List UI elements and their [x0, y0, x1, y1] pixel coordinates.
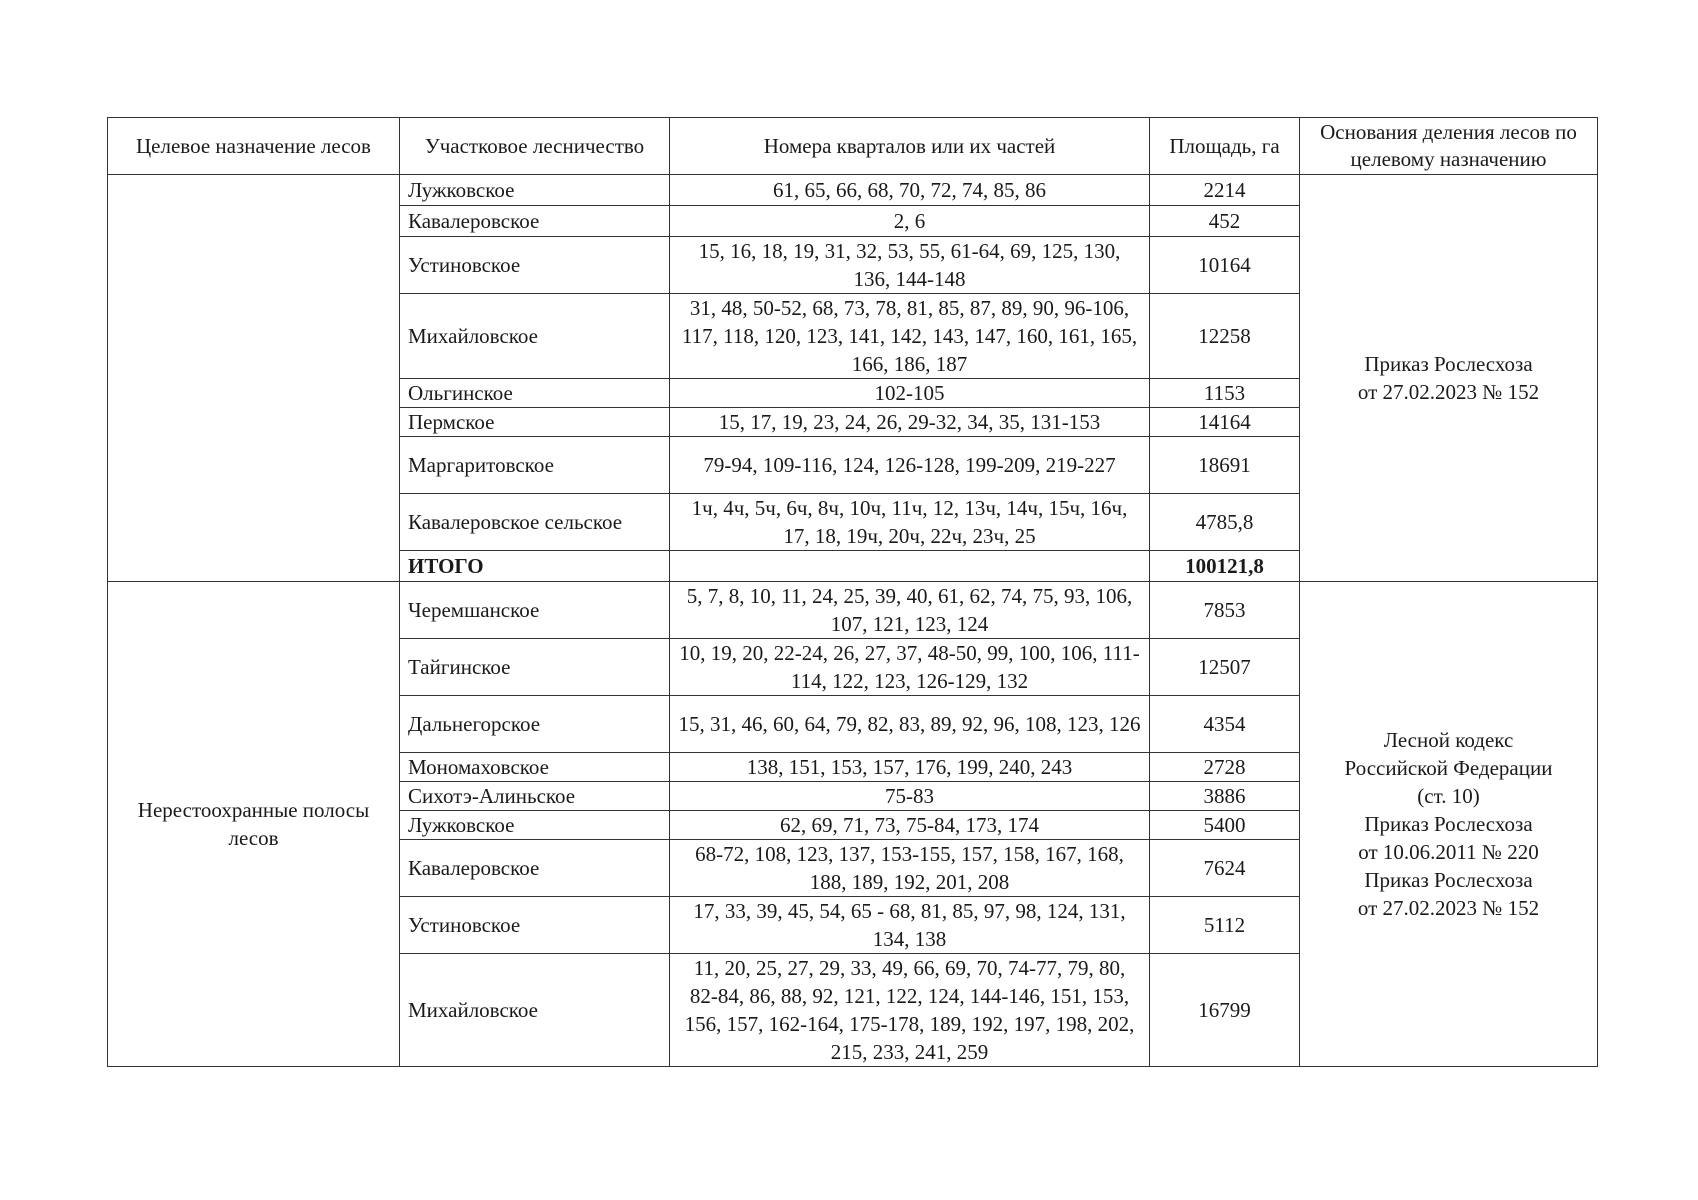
quarters-cell: 11, 20, 25, 27, 29, 33, 49, 66, 69, 70, 74-77, 79, 80, 82-84, 86, 88, 92, 121, 122, 124, 144-146, 151, 153, 156, 157, 162-164, 175-178, 189, 192, 197, 198, 202, 215, 233, 241, 259 — [670, 954, 1150, 1067]
quarters-cell: 5, 7, 8, 10, 11, 24, 25, 39, 40, 61, 62, 74, 75, 93, 106, 107, 121, 123, 124 — [670, 582, 1150, 639]
district-cell: Кавалеровское сельское — [400, 494, 670, 551]
quarters-cell: 2, 6 — [670, 206, 1150, 237]
district-cell: Мономаховское — [400, 753, 670, 782]
district-cell: Михайловское — [400, 294, 670, 379]
quarters-cell: 61, 65, 66, 68, 70, 72, 74, 85, 86 — [670, 175, 1150, 206]
area-cell: 12258 — [1150, 294, 1300, 379]
district-cell: Сихотэ-Алиньское — [400, 782, 670, 811]
header-basis: Основания деления лесов по целевому назначению — [1300, 118, 1598, 175]
header-quarters: Номера кварталов или их частей — [670, 118, 1150, 175]
basis-line: от 27.02.2023 № 152 — [1357, 380, 1540, 404]
area-cell: 7853 — [1150, 582, 1300, 639]
quarters-cell: 62, 69, 71, 73, 75-84, 173, 174 — [670, 811, 1150, 840]
area-cell: 2214 — [1150, 175, 1300, 206]
table-row — [108, 175, 1598, 206]
district-cell: Устиновское — [400, 237, 670, 294]
area-cell: 5112 — [1150, 897, 1300, 954]
area-cell: 10164 — [1150, 237, 1300, 294]
quarters-cell: 15, 16, 18, 19, 31, 32, 53, 55, 61-64, 69, 125, 130, 136, 144-148 — [670, 237, 1150, 294]
total-quarters — [670, 551, 1150, 582]
header-purpose: Целевое назначение лесов — [108, 118, 400, 175]
basis-cell-group1 — [1300, 175, 1598, 582]
district-cell: Устиновское — [400, 897, 670, 954]
district-cell: Лужковское — [400, 811, 670, 840]
basis-cell-group2 — [1300, 582, 1598, 1067]
quarters-cell: 79-94, 109-116, 124, 126-128, 199-209, 219-227 — [670, 437, 1150, 494]
basis-line: Российской Федерации — [1344, 756, 1553, 780]
table-row — [108, 582, 1598, 639]
district-cell: Ольгинское — [400, 379, 670, 408]
forest-division-table — [107, 117, 1598, 1067]
quarters-cell: 17, 33, 39, 45, 54, 65 - 68, 81, 85, 97, 98, 124, 131, 134, 138 — [670, 897, 1150, 954]
district-cell: Кавалеровское — [400, 840, 670, 897]
basis-line: Приказ Рослесхоза — [1364, 868, 1533, 892]
quarters-cell: 15, 17, 19, 23, 24, 26, 29-32, 34, 35, 131-153 — [670, 408, 1150, 437]
quarters-cell: 68-72, 108, 123, 137, 153-155, 157, 158, 167, 168, 188, 189, 192, 201, 208 — [670, 840, 1150, 897]
district-cell: Пермское — [400, 408, 670, 437]
quarters-cell: 31, 48, 50-52, 68, 73, 78, 81, 85, 87, 89, 90, 96-106, 117, 118, 120, 123, 141, 142, 143, 147, 160, 161, 165, 166, 186, 187 — [670, 294, 1150, 379]
basis-line: от 10.06.2011 № 220 — [1358, 840, 1539, 864]
area-cell: 7624 — [1150, 840, 1300, 897]
total-label: ИТОГО — [400, 551, 670, 582]
district-cell: Маргаритовское — [400, 437, 670, 494]
area-cell: 452 — [1150, 206, 1300, 237]
header-row — [108, 118, 1598, 175]
area-cell: 4354 — [1150, 696, 1300, 753]
area-cell: 14164 — [1150, 408, 1300, 437]
quarters-cell: 138, 151, 153, 157, 176, 199, 240, 243 — [670, 753, 1150, 782]
quarters-cell: 10, 19, 20, 22-24, 26, 27, 37, 48-50, 99, 100, 106, 111-114, 122, 123, 126-129, 132 — [670, 639, 1150, 696]
district-cell: Дальнегорское — [400, 696, 670, 753]
purpose-cell-group1 — [108, 175, 400, 582]
district-cell: Черемшанское — [400, 582, 670, 639]
quarters-cell: 15, 31, 46, 60, 64, 79, 82, 83, 89, 92, 96, 108, 123, 126 — [670, 696, 1150, 753]
quarters-cell: 75-83 — [670, 782, 1150, 811]
basis-line: Лесной кодекс — [1383, 728, 1514, 752]
district-cell: Михайловское — [400, 954, 670, 1067]
district-cell: Тайгинское — [400, 639, 670, 696]
area-cell: 16799 — [1150, 954, 1300, 1067]
district-cell: Лужковское — [400, 175, 670, 206]
quarters-cell: 102-105 — [670, 379, 1150, 408]
area-cell: 2728 — [1150, 753, 1300, 782]
area-cell: 18691 — [1150, 437, 1300, 494]
header-area: Площадь, га — [1150, 118, 1300, 175]
basis-line: Приказ Рослесхоза — [1364, 352, 1533, 376]
total-area: 100121,8 — [1150, 551, 1300, 582]
basis-line: от 27.02.2023 № 152 — [1357, 896, 1540, 920]
area-cell: 5400 — [1150, 811, 1300, 840]
purpose-cell-group2: Нерестоохранные полосы лесов — [108, 582, 400, 1067]
header-district: Участковое лесничество — [400, 118, 670, 175]
area-cell: 1153 — [1150, 379, 1300, 408]
basis-line: Приказ Рослесхоза — [1364, 812, 1533, 836]
area-cell: 12507 — [1150, 639, 1300, 696]
area-cell: 4785,8 — [1150, 494, 1300, 551]
quarters-cell: 1ч, 4ч, 5ч, 6ч, 8ч, 10ч, 11ч, 12, 13ч, 14ч, 15ч, 16ч, 17, 18, 19ч, 20ч, 22ч, 23ч, 25 — [670, 494, 1150, 551]
area-cell: 3886 — [1150, 782, 1300, 811]
district-cell: Кавалеровское — [400, 206, 670, 237]
basis-line: (ст. 10) — [1417, 784, 1480, 808]
